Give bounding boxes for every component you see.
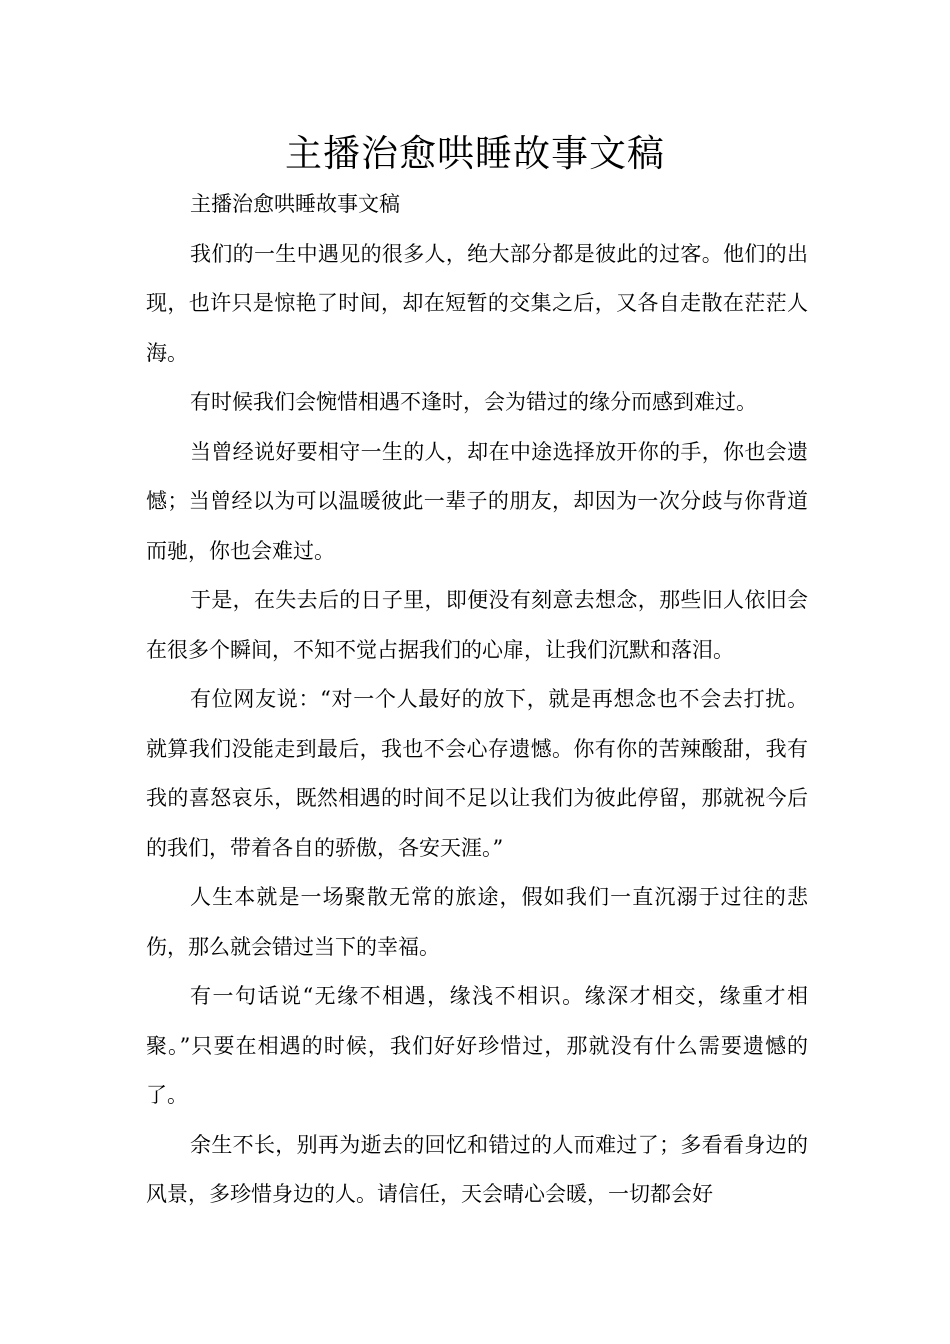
paragraph: 余生不长，别再为逝去的回忆和错过的人而难过了；多看看身边的风景，多珍惜身边的人。请信任，天会晴心会暖，一切都会好 bbox=[146, 1132, 808, 1206]
paragraph: 有位网友说：“对一个人最好的放下，就是再想念也不会去打扰。就算我们没能走到最后，我也不会心存遗憾。你有你的苦辣酸甜，我有我的喜怒哀乐，既然相遇的时间不足以让我们为彼此停留，那就祝今后的我们，带着各自的骄傲，各安天涯。” bbox=[146, 687, 808, 860]
document-body bbox=[146, 180, 808, 1220]
paragraph: 有一句话说“无缘不相遇，缘浅不相识。缘深才相交，缘重才相聚。”只要在相遇的时候，我们好好珍惜过，那就没有什么需要遗憾的了。 bbox=[146, 984, 808, 1107]
paragraph: 当曾经说好要相守一生的人，却在中途选择放开你的手，你也会遗憾；当曾经以为可以温暖彼此一辈子的朋友，却因为一次分歧与你背道而驰，你也会难过。 bbox=[146, 439, 808, 563]
paragraph: 我们的一生中遇见的很多人，绝大部分都是彼此的过客。他们的出现，也许只是惊艳了时间，却在短暂的交集之后，又各自走散在茫茫人海。 bbox=[146, 241, 808, 365]
paragraph: 人生本就是一场聚散无常的旅途，假如我们一直沉溺于过往的悲伤，那么就会错过当下的幸福。 bbox=[146, 885, 808, 959]
document-subtitle: 主播治愈哄睡故事文稿 bbox=[190, 192, 400, 216]
paragraph: 于是，在失去后的日子里，即便没有刻意去想念，那些旧人依旧会在很多个瞬间，不知不觉占据我们的心扉，让我们沉默和落泪。 bbox=[146, 588, 808, 662]
document-title: 主播治愈哄睡故事文稿 bbox=[285, 132, 665, 175]
paragraph: 有时候我们会惋惜相遇不逢时，会为错过的缘分而感到难过。 bbox=[190, 390, 757, 414]
